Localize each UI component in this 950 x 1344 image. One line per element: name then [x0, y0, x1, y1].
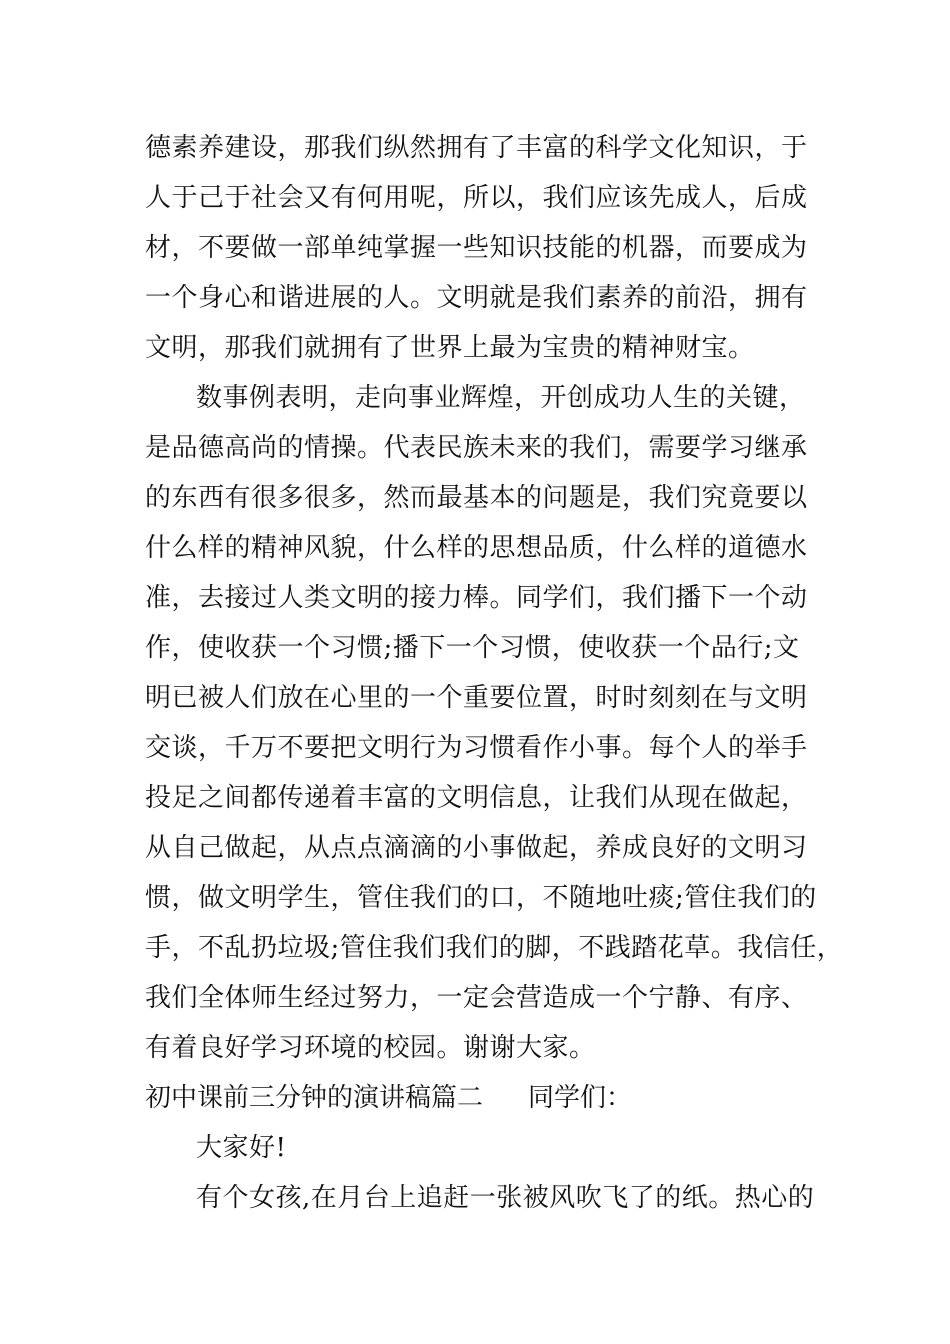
salutation: 同学们： [528, 1083, 633, 1113]
text-line: 一个身心和谐进展的人。文明就是我们素养的前沿，拥有 [145, 283, 808, 313]
text-line: 人于己于社会又有何用呢，所以，我们应该先成人，后成 [145, 183, 808, 213]
text-line: 文明，那我们就拥有了世界上最为宝贵的精神财宝。 [145, 333, 755, 363]
text-line: 德素养建设，那我们纵然拥有了丰富的科学文化知识，于 [145, 133, 808, 163]
text-line: 从自己做起，从点点滴滴的小事做起，养成良好的文明习 [145, 833, 808, 863]
text-line: 我们全体师生经过努力，一定会营造成一个宁静、有序、 [145, 983, 808, 1013]
text-line: 作，使收获一个习惯;播下一个习惯，使收获一个品行;文 [145, 633, 800, 663]
text-line: 惯，做文明学生，管住我们的口，不随地吐痰;管住我们的 [145, 883, 817, 913]
text-line: 有着良好学习环境的校园。谢谢大家。 [145, 1033, 596, 1063]
text-line: 准，去接过人类文明的接力棒。同学们，我们播下一个动 [145, 583, 808, 613]
text-line: 的东西有很多很多，然而最基本的问题是，我们究竟要以 [145, 483, 808, 513]
text-line: 材，不要做一部单纯掌握一些知识技能的机器，而要成为 [145, 233, 808, 263]
text-line: 是品德高尚的情操。代表民族未来的我们，需要学习继承 [145, 433, 808, 463]
text-line: 明已被人们放在心里的一个重要位置，时时刻刻在与文明 [145, 683, 808, 713]
text-line: 数事例表明，走向事业辉煌，开创成功人生的关键， [196, 383, 806, 413]
text-line: 手，不乱扔垃圾;管住我们我们的脚，不践踏花草。我信任， [145, 933, 844, 963]
text-line: 什么样的精神风貌，什么样的思想品质，什么样的道德水 [145, 533, 808, 563]
text-line: 交谈，千万不要把文明行为习惯看作小事。每个人的举手 [145, 733, 808, 763]
section-title: 初中课前三分钟的演讲稿篇二 [145, 1083, 484, 1113]
text-line: 有个女孩,在月台上追赶一张被风吹飞了的纸。热心的 [196, 1183, 815, 1213]
text-line: 投足之间都传递着丰富的文明信息，让我们从现在做起， [145, 783, 808, 813]
text-line: 大家好! [196, 1133, 287, 1163]
